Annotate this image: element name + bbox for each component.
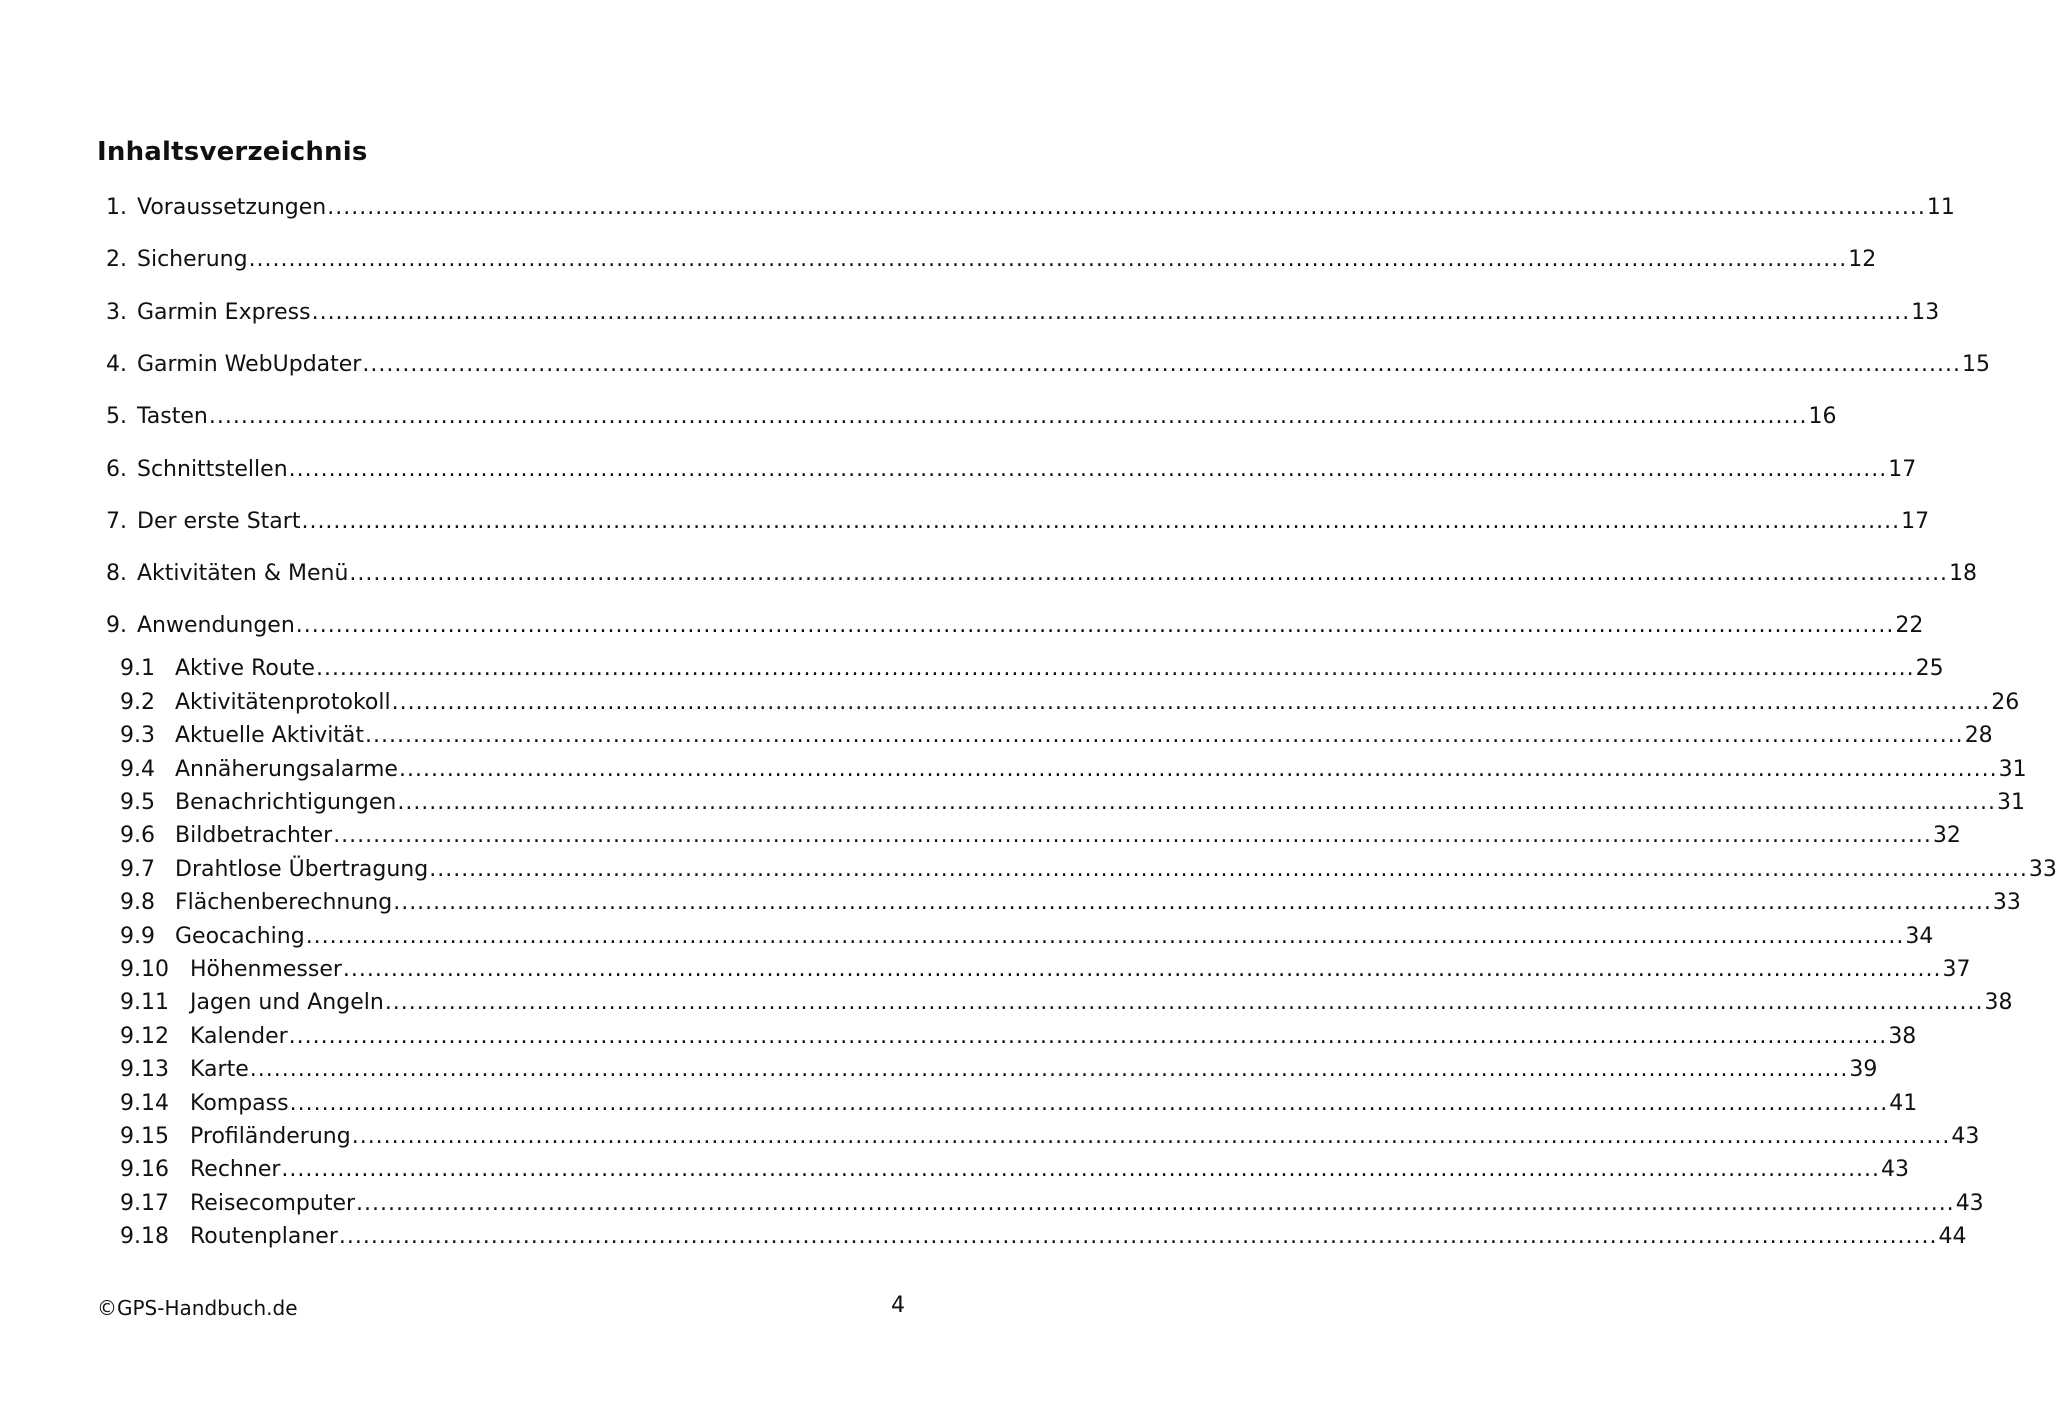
toc-entry[interactable] [0,754,2027,786]
footer-copyright: ©GPS-Handbuch.de [97,1296,298,1320]
toc-entry-title: Kalender [190,1023,288,1049]
toc-entry[interactable] [0,192,1955,224]
dot-leader: ........................................................................................................................................................................................................ [356,1190,1955,1216]
dot-leader: ........................................................................................................................................................................................................ [288,456,1888,482]
toc-entry-number: 8. [106,561,127,587]
toc-entry[interactable] [0,687,2020,719]
toc-entry-page-number: 43 [1881,1157,1910,1183]
toc-entry-number: 7. [106,508,127,534]
toc-entry-number: 9.6 [120,823,155,849]
toc-entry[interactable] [0,244,1877,276]
toc-entry-page-number: 33 [2028,856,2057,882]
toc-entry-title: Aktivitäten & Menü [137,561,349,587]
toc-entry[interactable] [0,1054,1878,1086]
toc-entry-title: Benachrichtigungen [175,790,397,815]
toc-entry-number: 9.5 [120,790,155,815]
toc-entry-title: Karte [190,1057,249,1083]
toc-entry-number: 9.17 [120,1190,169,1216]
dot-leader: ........................................................................................................................................................................................................ [393,890,1992,916]
toc-entry-page-number: 13 [1911,299,1940,325]
dot-leader: ........................................................................................................................................................................................................ [349,561,1949,587]
dot-leader: ........................................................................................................................................................................................................ [327,195,1926,220]
toc-entry-title: Geocaching [175,923,305,949]
toc-entry-title: Garmin Express [137,299,311,325]
dot-leader: ........................................................................................................................................................................................................ [429,856,2028,882]
dot-leader: ........................................................................................................................................................................................................ [315,656,1915,682]
toc-entry-page-number: 37 [1942,957,1971,982]
toc-entry-title: Tasten [137,404,208,430]
dot-leader: ........................................................................................................................................................................................................ [391,689,1991,715]
dot-leader: ........................................................................................................................................................................................................ [295,613,1895,639]
toc-entry[interactable] [0,401,1837,433]
toc-entry-title: Höhenmesser [190,957,342,982]
toc-entry-title: Jagen und Angeln [190,990,384,1016]
dot-leader: ........................................................................................................................................................................................................ [208,404,1808,430]
dot-leader: ........................................................................................................................................................................................................ [305,923,1905,949]
toc-entry-number: 9.2 [120,689,155,715]
dot-leader: ........................................................................................................................................................................................................ [281,1157,1881,1183]
toc-entry[interactable] [0,1221,1967,1253]
toc-entry-page-number: 15 [1962,351,1990,377]
toc-entry-page-number: 18 [1949,561,1978,587]
toc-entry-number: 9. [106,613,127,639]
toc-entry-title: Routenplaner [190,1224,338,1250]
toc-entry[interactable] [0,1188,1984,1220]
toc-entry[interactable] [0,653,1944,685]
toc-entry-page-number: 26 [1991,689,2020,715]
dot-leader: ........................................................................................................................................................................................................ [311,299,1911,325]
toc-entry-page-number: 11 [1926,195,1955,220]
dot-leader: ........................................................................................................................................................................................................ [365,723,1964,749]
toc-entry[interactable] [0,297,1940,329]
toc-entry[interactable] [0,506,1930,538]
dot-leader: ........................................................................................................................................................................................................ [288,1023,1888,1049]
toc-entry-number: 9.1 [120,656,155,682]
page-title: Inhaltsverzeichnis [97,137,368,167]
toc-entry-page-number: 16 [1808,404,1837,430]
toc-entry-page-number: 44 [1938,1224,1967,1250]
toc-entry-page-number: 31 [1998,756,2027,782]
toc-entry[interactable] [0,1088,1918,1120]
toc-entry-page-number: 17 [1888,456,1917,482]
dot-leader: ........................................................................................................................................................................................................ [384,990,1984,1016]
toc-entry-title: Rechner [190,1157,281,1183]
toc-entry-title: Aktuelle Aktivität [175,723,365,749]
toc-entry-page-number: 25 [1915,656,1944,682]
toc-entry-number: 9.4 [120,756,155,782]
toc-entry-page-number: 31 [1996,790,2025,815]
toc-entry-title: Aktive Route [175,656,315,682]
toc-entry-number: 9.18 [120,1224,169,1250]
dot-leader: ........................................................................................................................................................................................................ [333,823,1932,849]
toc-entry-page-number: 38 [1888,1023,1917,1049]
toc-entry-number: 9.16 [120,1157,169,1183]
toc-entry-page-number: 32 [1932,823,1961,849]
toc-entry-number: 9.12 [120,1023,169,1049]
toc-entry-number: 9.11 [120,990,169,1016]
toc-entry-number: 4. [106,351,127,377]
toc-entry-number: 9.14 [120,1090,169,1116]
toc-entry-number: 2. [106,247,127,273]
toc-entry[interactable] [0,1121,1980,1153]
toc-entry-title: Flächenberechnung [175,890,393,916]
toc-entry[interactable] [0,610,1924,642]
toc-entry-page-number: 41 [1889,1090,1918,1116]
toc-entry-title: Voraussetzungen [137,195,327,220]
toc-entry-title: Schnittstellen [137,456,288,482]
toc-entry[interactable] [0,954,1971,986]
toc-entry[interactable] [0,720,1993,752]
toc-entry[interactable] [0,558,1978,590]
toc-entry-number: 5. [106,404,127,430]
toc-entry-title: Annäherungsalarme [175,756,398,782]
toc-entry-page-number: 28 [1964,723,1993,749]
dot-leader: ........................................................................................................................................................................................................ [338,1224,1938,1250]
toc-entry-page-number: 33 [1992,890,2021,916]
toc-entry-number: 9.8 [120,890,155,916]
toc-entry-page-number: 34 [1905,923,1934,949]
dot-leader: ........................................................................................................................................................................................................ [397,790,1996,815]
dot-leader: ........................................................................................................................................................................................................ [398,756,1998,782]
toc-entry-number: 9.15 [120,1124,169,1149]
dot-leader: ........................................................................................................................................................................................................ [289,1090,1889,1116]
toc-entry[interactable] [0,887,2021,919]
toc-entry[interactable] [0,921,1934,953]
toc-entry-number: 6. [106,456,127,482]
toc-entry-number: 9.3 [120,723,155,749]
toc-entry-title: Garmin WebUpdater [137,351,362,377]
toc-entry-title: Sicherung [137,247,248,273]
toc-entry[interactable] [0,454,1917,486]
toc-entry-page-number: 22 [1895,613,1924,639]
dot-leader: ........................................................................................................................................................................................................ [342,957,1942,982]
dot-leader: ........................................................................................................................................................................................................ [248,247,1848,273]
toc-entry-title: Aktivitätenprotokoll [175,689,391,715]
toc-entry[interactable] [0,820,1961,852]
toc-entry-title: Reisecomputer [190,1190,356,1216]
toc-entry-number: 9.9 [120,923,155,949]
toc-entry[interactable] [0,854,2057,886]
toc-entry-title: Der erste Start [137,508,301,534]
toc-entry[interactable] [0,1021,1917,1053]
toc-entry[interactable] [0,1154,1910,1186]
toc-entry[interactable] [0,987,2013,1019]
toc-entry-number: 9.7 [120,856,155,882]
toc-entry-number: 3. [106,299,127,325]
toc-entry-page-number: 43 [1955,1190,1984,1216]
toc-entry-number: 9.13 [120,1057,169,1083]
toc-entry-title: Drahtlose Übertragung [175,856,429,882]
toc-entry-page-number: 43 [1951,1124,1980,1149]
dot-leader: ........................................................................................................................................................................................................ [249,1057,1849,1083]
dot-leader: ........................................................................................................................................................................................................ [351,1124,1951,1149]
toc-entry-page-number: 39 [1849,1057,1878,1083]
toc-entry-number: 9.10 [120,957,169,982]
toc-entry-number: 1. [106,195,127,220]
toc-entry[interactable] [0,787,2025,819]
toc-entry[interactable] [0,349,1990,381]
toc-entry-title: Anwendungen [137,613,295,639]
toc-entry-title: Kompass [190,1090,289,1116]
toc-entry-page-number: 38 [1984,990,2013,1016]
footer-page-number: 4 [891,1293,905,1318]
toc-entry-page-number: 12 [1848,247,1877,273]
toc-entry-page-number: 17 [1901,508,1930,534]
toc-entry-title: Bildbetrachter [175,823,333,849]
dot-leader: ........................................................................................................................................................................................................ [362,351,1961,377]
dot-leader: ........................................................................................................................................................................................................ [301,508,1901,534]
toc-entry-title: Profiländerung [190,1124,351,1149]
